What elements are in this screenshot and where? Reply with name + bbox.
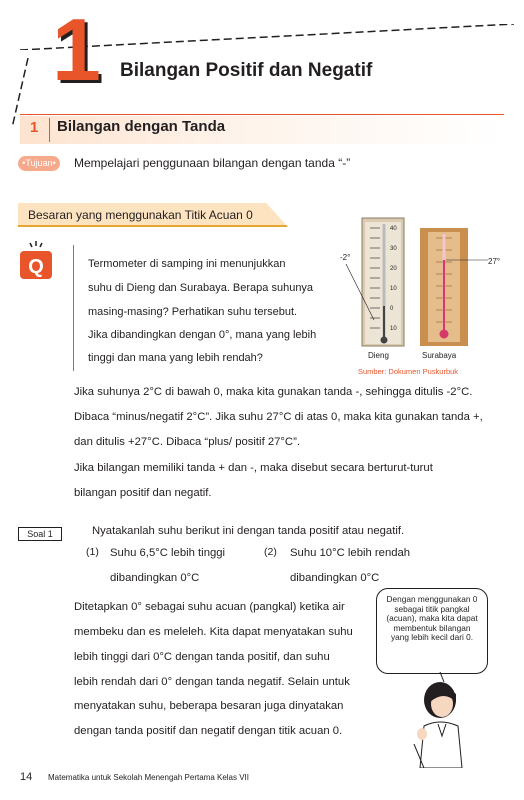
closing-line: lebih tinggi dari 0°C dengan tanda positif, dan suhu bbox=[74, 651, 330, 663]
chapter-title: Bilangan Positif dan Negatif bbox=[120, 60, 373, 81]
soal-item-line: dibandingkan 0°C bbox=[290, 572, 380, 584]
section-title: Bilangan dengan Tanda bbox=[57, 118, 226, 135]
closing-line: dengan tanda positif dan negatif dengan titik acuan 0. bbox=[74, 725, 343, 737]
soal-item-line: Suhu 6,5°C lebih tinggi bbox=[110, 547, 226, 559]
soal-item-number: (1) bbox=[86, 546, 99, 558]
soal-label: Soal 1 bbox=[18, 527, 62, 541]
svg-text:10: 10 bbox=[390, 286, 397, 292]
body-line: Jika bilangan memiliki tanda + dan -, maka disebut secara berturut-turut bbox=[74, 462, 433, 474]
speech-bubble: Dengan menggunakan 0 sebagai titik pangkal (acuan), maka kita dapat membentuk bilangan yang lebih kecil dari 0. bbox=[376, 588, 488, 674]
right-temp-label: 27° bbox=[488, 257, 500, 266]
tujuan-badge: •Tujuan• bbox=[18, 156, 60, 171]
question-line: Jika dibandingkan dengan 0°, mana yang lebih bbox=[88, 329, 317, 341]
question-icon bbox=[18, 238, 54, 284]
soal-item-line: Suhu 10°C lebih rendah bbox=[290, 547, 411, 559]
svg-text:Q: Q bbox=[28, 256, 44, 278]
body-line: bilangan positif dan negatif. bbox=[74, 487, 212, 499]
tujuan-text: Mempelajari penggunaan bilangan dengan tanda “-” bbox=[74, 156, 351, 170]
thermometer-photo bbox=[340, 214, 500, 362]
question-line: tinggi dan mana yang lebih rendah? bbox=[88, 352, 263, 364]
section-separator bbox=[49, 118, 50, 142]
question-line: masing-masing? Perhatikan suhu tersebut. bbox=[88, 306, 298, 318]
svg-text:30: 30 bbox=[390, 246, 397, 252]
svg-text:40: 40 bbox=[390, 226, 397, 232]
svg-text:20: 20 bbox=[390, 266, 397, 272]
question-side-line bbox=[73, 245, 74, 371]
page-number: 14 bbox=[20, 771, 33, 783]
closing-line: membeku dan es meleleh. Kita dapat menyatakan suhu bbox=[74, 626, 353, 638]
figure-source: Sumber: Dokumen Puskurbuk bbox=[358, 367, 459, 376]
footer-book-title: Matematika untuk Sekolah Menengah Pertama Kelas VII bbox=[48, 773, 249, 782]
soal-item-line: dibandingkan 0°C bbox=[110, 572, 200, 584]
body-line: dan ditulis +27°C. Dibaca “plus/ positif 27°C”. bbox=[74, 436, 300, 448]
closing-line: Ditetapkan 0° sebagai suhu acuan (pangkal) ketika air bbox=[74, 601, 345, 613]
svg-text:0: 0 bbox=[390, 306, 394, 312]
subsection-title: Besaran yang menggunakan Titik Acuan 0 bbox=[28, 208, 253, 222]
soal-prompt: Nyatakanlah suhu berikut ini dengan tanda positif atau negatif. bbox=[92, 525, 405, 537]
closing-line: lebih rendah dari 0° dengan tanda negatif. Selain untuk bbox=[74, 676, 350, 688]
caption-surabaya: Surabaya bbox=[422, 351, 457, 360]
question-line: suhu di Dieng dan Surabaya. Berapa suhunya bbox=[88, 282, 314, 294]
left-temp-label: -2° bbox=[340, 253, 351, 262]
closing-line: menyatakan suhu, beberapa besaran juga dinyatakan bbox=[74, 700, 344, 712]
question-line: Termometer di samping ini menunjukkan bbox=[88, 258, 286, 270]
chapter-number: 1 bbox=[52, 0, 101, 99]
soal-item-number: (2) bbox=[264, 546, 277, 558]
body-line: Dibaca “minus/negatif 2°C”. Jika suhu 27°C di atas 0, maka kita gunakan tanda +, bbox=[74, 411, 483, 423]
caption-dieng: Dieng bbox=[368, 351, 389, 360]
section-number: 1 bbox=[30, 119, 39, 136]
svg-text:10: 10 bbox=[390, 326, 397, 332]
section-divider bbox=[20, 114, 504, 115]
body-line: Jika suhunya 2°C di bawah 0, maka kita gunakan tanda -, sehingga ditulis -2°C. bbox=[74, 386, 473, 398]
student-illustration bbox=[400, 672, 500, 768]
